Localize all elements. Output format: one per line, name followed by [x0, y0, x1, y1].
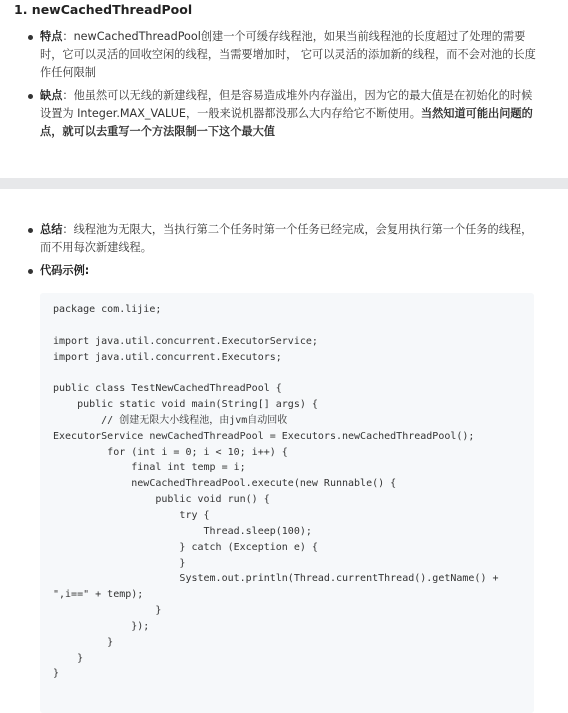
bullet-dot-icon [28, 228, 33, 233]
code-block [40, 293, 534, 713]
summary-list [0, 221, 536, 280]
section-heading: 1. newCachedThreadPool [14, 2, 193, 17]
drawbacks-emphasis: 当然知道可能出问题的点，就可以去重写一个方法限制一下这个最大值 [40, 107, 533, 138]
bullet-dot-icon [28, 35, 33, 40]
top-card [0, 0, 568, 178]
features-item [0, 28, 536, 82]
summary-item [0, 221, 536, 257]
summary-label: 总结 [40, 223, 63, 236]
code-example-label: 代码示例: [40, 264, 90, 277]
drawbacks-text: ：他虽然可以无线的新建线程，但是容易造成堆外内存溢出，因为它的最大值是在初始化的时候设置为 Integer.MAX_VALUE，一般来说机器都没那么大内存给它不断使用。 [40, 89, 533, 120]
features-label: 特点 [40, 30, 63, 43]
section-divider [0, 178, 568, 189]
bullet-dot-icon [28, 94, 33, 99]
bullet-dot-icon [28, 269, 33, 274]
code-content: package com.lijie; import java.util.concurrent.ExecutorService; import java.util.concurrent.Executors; public class TestNewCachedThreadPool { public static void main(String[] args) { // 创建无限大小线程池，由jvm自动回收 ExecutorService newCachedThreadPool = Executors.newCachedThreadPool(); for (int i = 0; i < 10; i++) { final int temp = i; newCachedThreadPool.execute(new Runnable() { public void run() { try { Thread.sleep(100); } catch (Exception e) { } System.out.println(Thread.currentThread().getName() + ",i==" + temp); } }); } } } [53, 304, 499, 680]
features-list [0, 28, 536, 141]
features-text: ：newCachedThreadPool创建一个可缓存线程池，如果当前线程池的长度超过了处理的需要时，它可以灵活的回收空闲的线程，当需要增加时， 它可以灵活的添加新的线程，而不会对池的长度作任何限制 [40, 30, 536, 79]
drawbacks-label: 缺点 [40, 89, 63, 102]
drawbacks-item [0, 87, 536, 141]
code-example-item [0, 262, 536, 280]
summary-text: ：线程池为无限大，当执行第二个任务时第一个任务已经完成，会复用执行第一个任务的线程，而不用每次新建线程。 [40, 223, 533, 254]
